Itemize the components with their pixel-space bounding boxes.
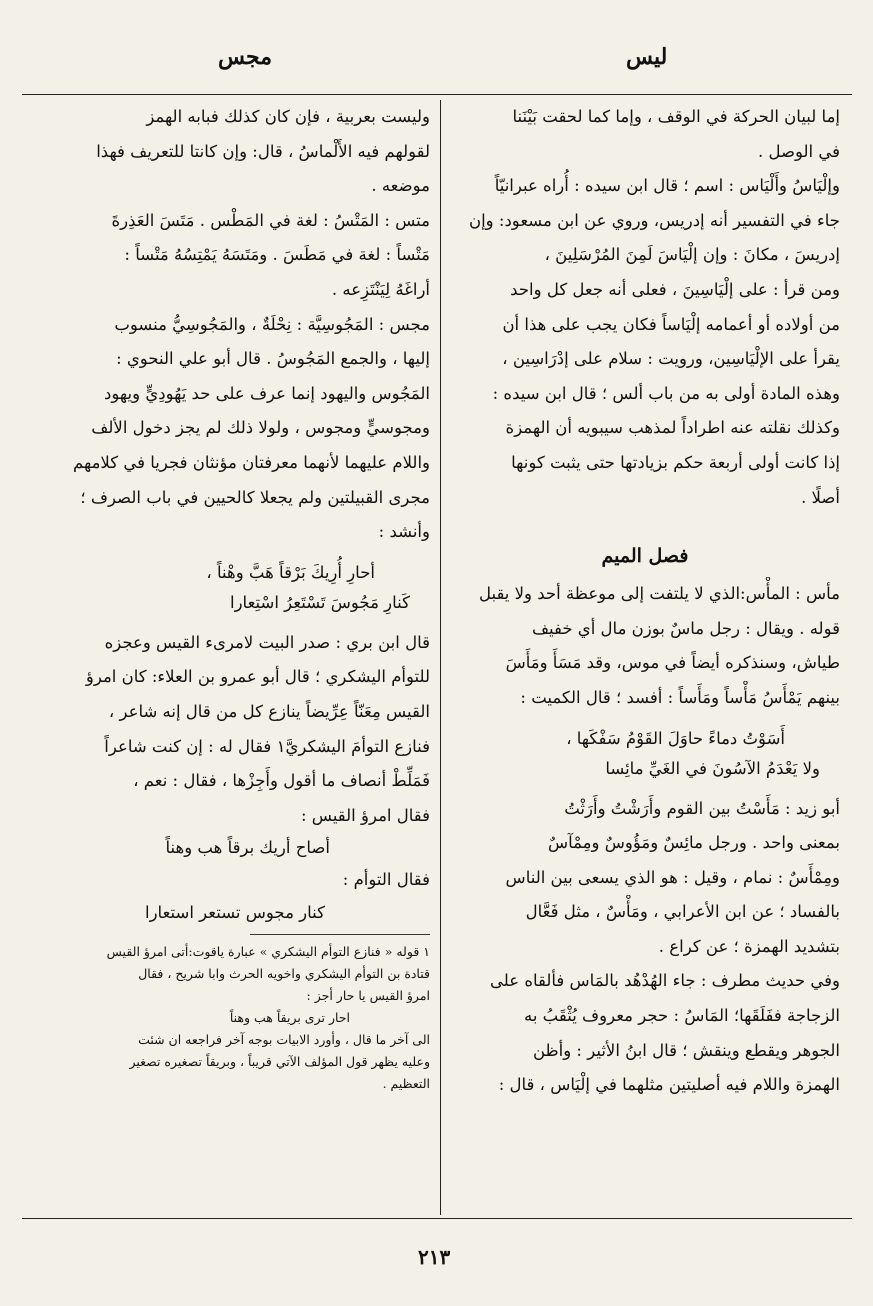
text-line: لقولهم فيه الأَلْماسُ ، قال: وإن كانتا للتعريف فهذا	[96, 141, 430, 161]
text-line: في الوصل .	[757, 141, 840, 161]
bottom-rule	[22, 1218, 852, 1219]
footnote	[25, 941, 430, 1095]
text-line: وليست بعربية ، فإن كان كذلك فبابه الهمز	[146, 107, 430, 126]
verse-line: ولا يَعْدَمُ الآسُونَ في الغَيِّ مائِسا	[605, 758, 820, 778]
footnote-line: قتادة بن التوأم اليشكري واخويه الحرث وابا شريح ، فقال	[138, 965, 430, 981]
page-number: ٢١٣	[418, 1245, 451, 1269]
spacer	[450, 716, 840, 724]
text-line: فقال التوأم :	[342, 870, 430, 890]
text-line: قوله . ويقال : رجل ماسٌ بوزن مال أي خفيف	[531, 618, 840, 638]
text-line: بمعنى واحد . ورجل مائِسٌ ومَؤُوسٌ ومِمْآسٌ	[547, 833, 840, 853]
text-line: الجوهر ويقطع وينقش ؛ قال ابنُ الأثير : وأظن	[532, 1040, 840, 1060]
text-line: الزجاجة ففَلَقَها؛ المَاسُ : حجر معروف يُثْقَبُ به	[524, 1006, 840, 1026]
text-line: إليها ، والجمع المَجُوسُ . قال أبو علي النحوي :	[116, 349, 430, 369]
text-line: وكذلك نقلته عنه اطراداً لمذهب سيبويه أن الهمزة	[505, 418, 840, 438]
footnote-line: امرؤ القيس يا حار أجز :	[306, 987, 430, 1003]
text-line: الهمزة واللام فيه أصليتين مثلهما في إلْيَاس ، قال :	[498, 1075, 840, 1095]
text-line: للتوأم اليشكري ؛ قال أبو عمرو بن العلاء: كان امرؤ	[85, 667, 430, 687]
spacer	[25, 550, 430, 558]
header-left-word: مجس	[218, 44, 273, 70]
text-line: مجرى القبيلتين ولم يجعلا كالحيين في باب الصرف ؛	[80, 487, 430, 507]
top-rule	[22, 94, 852, 95]
footnote-verse: احار ترى بريقاً هب وهناً	[229, 1009, 350, 1025]
text-line: إذا كانت أولى أربعة حكم بزيادتها حتى يثبت كونها	[511, 452, 840, 472]
entry-line: مأس : المأْس:الذي لا يلتفت إلى موعظة أحد ولا يقبل	[478, 584, 840, 604]
footnote-line: الى آخر ما قال ، وأورد الابيات بوجه آخر فراجعه ان شئت	[138, 1031, 430, 1047]
text-line: يقرأ على الإلْيَاسِين، ورويت : سلام على إدْرَاسِين ،	[502, 349, 840, 369]
left-column	[25, 100, 430, 1095]
text-line: المَجُوس واليهود إنما عرف على حد يَهُودِيٍّ ويهود	[104, 383, 430, 403]
footnote-line: وعليه يظهر قول المؤلف الآتي قريباً ، وبريقاً تصغيره تصغير	[129, 1053, 430, 1069]
footnote-line: التعظيم .	[382, 1075, 430, 1091]
text-line: بالفساد ؛ عن ابن الأعرابي ، ومَأْسٌ ، مثل فَعَّال	[525, 902, 840, 922]
entry-line: مجس : المَجُوسِيَّة : نِحْلَةٌ ، والمَجُوسِيُّ منسوب	[114, 314, 430, 334]
right-column	[450, 100, 840, 1103]
text-line: واللام عليهما لأنهما معرفتان مؤنثان فجريا في كلامهم	[72, 452, 430, 472]
text-line: ومجوسيٍّ ومجوس ، ولولا ذلك لم يجز دخول الألف	[91, 418, 430, 438]
text-line: قال ابن بري : صدر البيت لامرىء القيس وعجزه	[104, 632, 430, 652]
spacer	[25, 618, 430, 626]
text-line: طياش، وسنذكره أيضاً في موس، وقد مَسَأَ ومَأَسَ	[505, 653, 840, 673]
text-line: وفي حديث مطرف : جاء الهُدْهُد بالمَاس فألقاه على	[490, 971, 840, 991]
text-line: وإلْيَاسُ وأَلْيَاس : اسم ؛ قال ابن سيده : أُراه عبرانيّاً	[494, 176, 840, 196]
verse-line: كَنارِ مَجُوسَ تَسْتَعِرُ اسْتِعارا	[229, 592, 410, 612]
text-line: من أولاده أو أعمامه إلْيَاساً فكان يجب على هذا أن	[502, 314, 840, 334]
footnote-rule	[250, 934, 430, 935]
entry-line: متس : المَتْسُ : لغة في المَطْس . مَتَسَ العَذِرةَ	[111, 210, 430, 230]
text-line: أراغَهُ لِيَنْتَزِعه .	[331, 279, 430, 299]
text-line: أصلًا .	[801, 487, 840, 507]
text-line: القيس مِعَنّاً عِرِّيضاً ينازع كل من قال إنه شاعر ،	[108, 701, 430, 721]
text-line: إدريسَ ، مكانَ : وإن إلْيَاسَ لَمِنَ المُرْسَلِينَ ،	[544, 245, 840, 265]
text-line: إما لبيان الحركة في الوقف ، وإما كما لحقت بَيْنَنا	[512, 107, 840, 126]
text-line: أبو زيد : مَأَسْتُ بين القوم وأَرَشْتُ وأَرَثْتُ	[564, 798, 840, 818]
verse-line: كنار مجوس تستعر استعارا	[144, 902, 325, 922]
text-line: جاء في التفسير أنه إدريس، وروي عن ابن مسعود: وإن	[468, 210, 840, 230]
column-divider	[440, 100, 441, 1215]
verse-line: أَسَوْتُ دماءً حاوَلَ القَوْمُ سَفْكَها ،	[566, 728, 785, 748]
text-line: وهذه المادة أولى به من باب ألس ؛ قال ابن سيده :	[492, 383, 840, 403]
section-heading: فصل الميم	[601, 545, 689, 568]
text-line: ومِمْأَسٌ : نمام ، وقيل : هو الذي يسعى بين الناس	[505, 867, 840, 887]
text-line: بينهم يَمْأَسُ مَأْساً ومَأَساً : أفسد ؛ قال الكميت :	[520, 687, 840, 707]
verse-line: أحارِ أُرِيكَ بَرْقاً هَبَّ وهْناً ،	[206, 562, 375, 582]
text-line: فنازع التوأمَ اليشكريَّ١ فقال له : إن كنت شاعراً	[104, 736, 430, 756]
footnote-line: ١ قوله « فنازع التوأم اليشكري » عبارة ياقوت:أتى امرؤ القيس	[106, 943, 430, 959]
header-right-word: ليس	[626, 44, 668, 70]
verse-line: أصاح أريك برقاً هب وهناً	[165, 838, 330, 858]
spacer	[450, 784, 840, 792]
text-line: ومن قرأ : على إلْيَاسِينَ ، فعلى أنه جعل كل واحد	[510, 279, 840, 299]
text-line: فَمَلِّطْ أنصاف ما أقول وأَجِزْها ، فقال : نعم ،	[133, 771, 430, 791]
text-line: مَتْساً : لغة في مَطَسَ . ومَتَسَهُ يَمْتِسُهُ مَتْساً :	[124, 245, 430, 265]
text-line: موضعه .	[371, 176, 430, 196]
text-line: فقال امرؤ القيس :	[300, 805, 430, 825]
text-line: وأنشد :	[378, 522, 430, 542]
text-line: بتشديد الهمزة ؛ عن كراع .	[658, 936, 840, 956]
